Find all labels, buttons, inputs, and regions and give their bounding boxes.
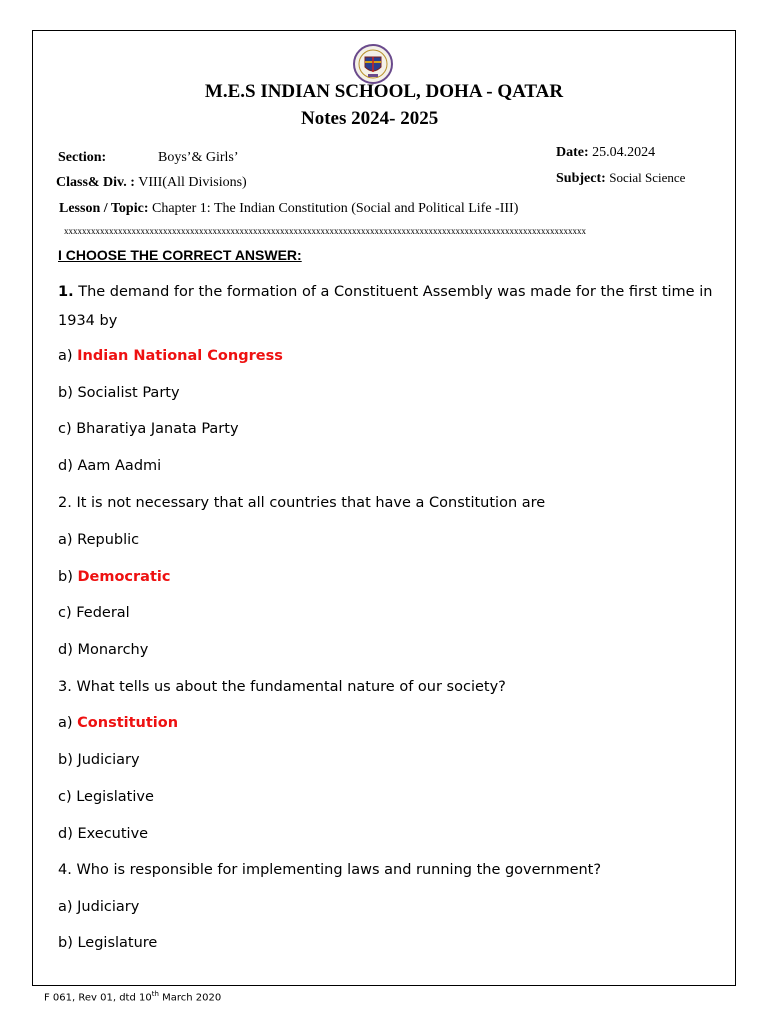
q3-option-b: b) Judiciary xyxy=(58,752,140,768)
lesson-value: Chapter 1: The Indian Constitution (Social and Political Life -III) xyxy=(151,201,519,216)
school-logo xyxy=(352,43,394,85)
section-heading: I CHOOSE THE CORRECT ANSWER: xyxy=(58,247,302,263)
q2-option-c: c) Federal xyxy=(58,605,130,621)
class-line: Class& Div. : VIII(All Divisions) xyxy=(56,175,247,190)
q4-option-a: a) Judiciary xyxy=(58,899,140,915)
q2-option-a: a) Republic xyxy=(58,532,140,548)
q3-option-d: d) Executive xyxy=(58,826,149,842)
q1-option-a: a) Indian National Congress xyxy=(58,348,283,364)
correct-answer: Indian National Congress xyxy=(77,348,283,364)
q2-stem: 2. It is not necessary that all countries that have a Constitution are xyxy=(58,495,546,511)
q3-option-a: a) Constitution xyxy=(58,715,179,731)
q2-option-d: d) Monarchy xyxy=(58,642,149,658)
q1-stem-cont: 1934 by xyxy=(58,313,118,329)
date-value: 25.04.2024 xyxy=(592,145,656,160)
date-line: Date: 25.04.2024 xyxy=(556,145,656,160)
q1-option-b: b) Socialist Party xyxy=(58,385,180,401)
document-footer: F 061, Rev 01, dtd 10th March 2020 xyxy=(44,990,222,1004)
q3-stem: 3. What tells us about the fundamental nature of our society? xyxy=(58,679,506,695)
q4-stem: 4. Who is responsible for implementing laws and running the government? xyxy=(58,862,602,878)
subject-value: Social Science xyxy=(609,170,686,185)
class-value: VIII(All Divisions) xyxy=(138,175,247,190)
section-value: Boys’& Girls’ xyxy=(158,150,239,165)
subject-line: Subject: Social Science xyxy=(556,170,686,186)
section-label: Section: xyxy=(58,150,107,165)
q1-option-c: c) Bharatiya Janata Party xyxy=(58,421,239,437)
school-name: M.E.S INDIAN SCHOOL, DOHA - QATAR xyxy=(204,81,564,102)
notes-title: Notes 2024- 2025 xyxy=(301,108,439,129)
q2-option-b: b) Democratic xyxy=(58,569,171,585)
correct-answer: Constitution xyxy=(77,715,179,731)
separator-line: xxxxxxxxxxxxxxxxxxxxxxxxxxxxxxxxxxxxxxxxxxxxxxxxxxxxxxxxxxxxxxxxxxxxxxxxxxxxxxxxxxxxxxxxxxxxxxxxxxxxxxxxxxxxxxxxxxxx xyxy=(64,226,586,236)
q3-option-c: c) Legislative xyxy=(58,789,154,805)
correct-answer: Democratic xyxy=(77,569,171,585)
q1-stem: 1. The demand for the formation of a Constituent Assembly was made for the first time in xyxy=(58,284,713,300)
lesson-line: Lesson / Topic: Chapter 1: The Indian Constitution (Social and Political Life -III) xyxy=(59,201,519,216)
q1-option-d: d) Aam Aadmi xyxy=(58,458,162,474)
q4-option-b: b) Legislature xyxy=(58,935,158,951)
